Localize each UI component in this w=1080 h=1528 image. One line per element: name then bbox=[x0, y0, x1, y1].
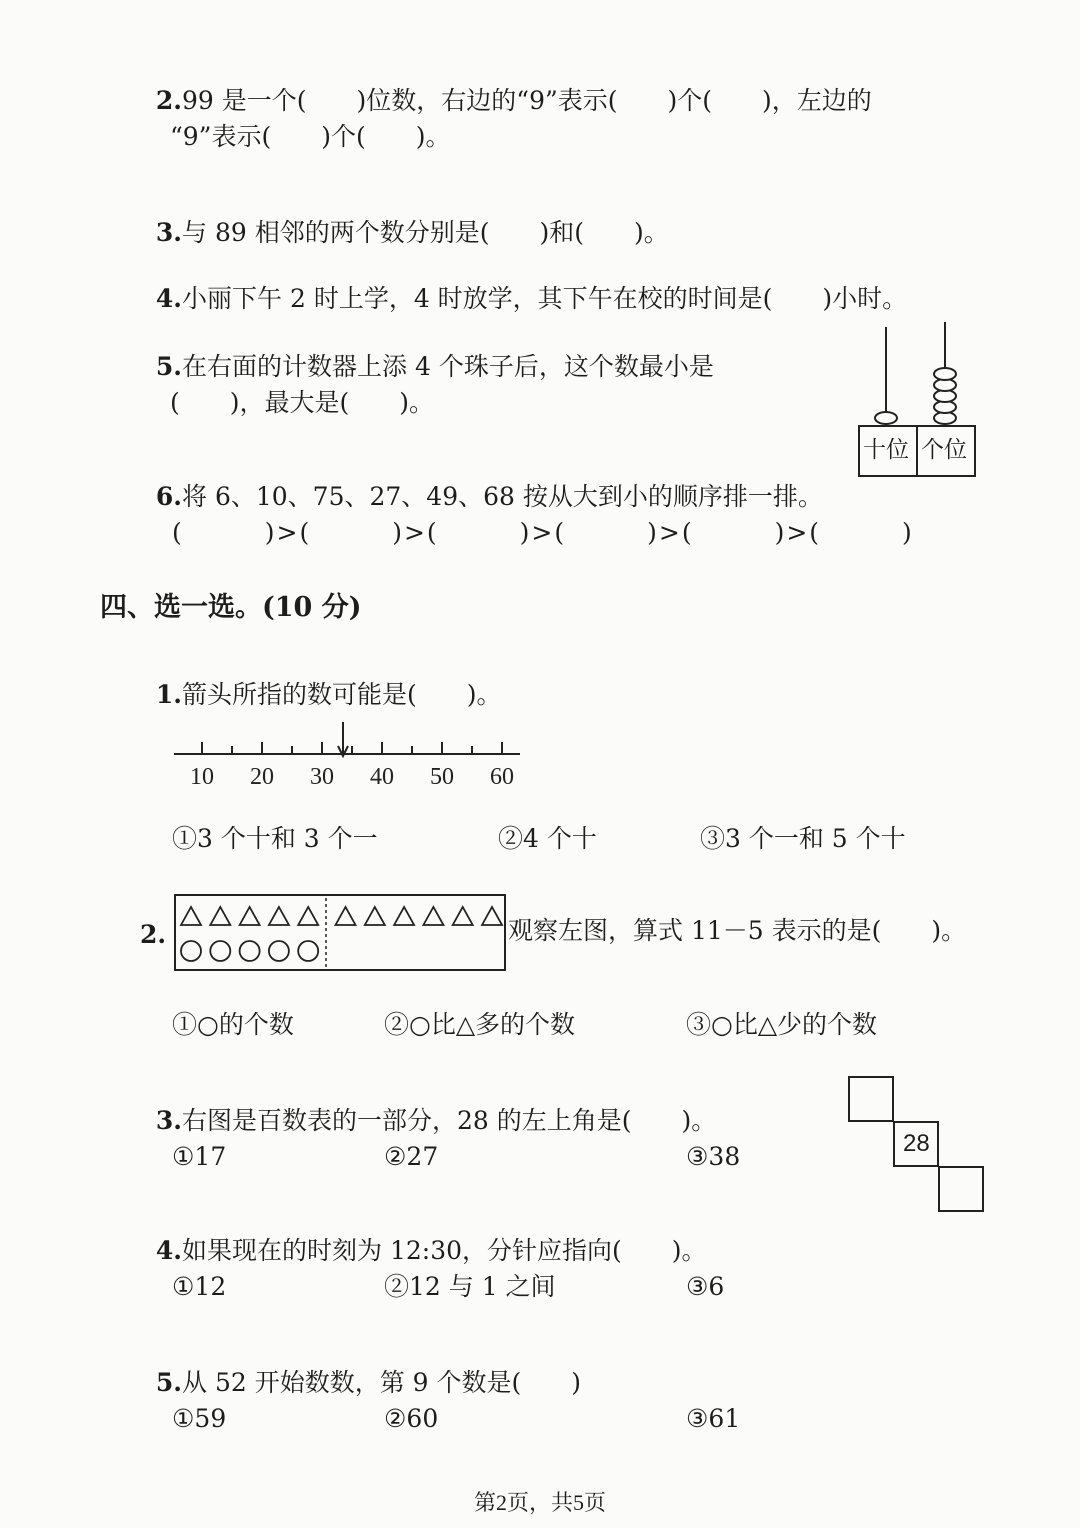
triangle-shape bbox=[298, 907, 318, 925]
q4-3-option-1: ①17 bbox=[172, 1142, 227, 1171]
triangle-shape bbox=[210, 907, 230, 925]
q-number: 3. bbox=[155, 1106, 183, 1135]
q4-4 bbox=[140, 1206, 707, 1266]
q4-5-option-2: ②60 bbox=[384, 1404, 439, 1433]
q4-5-option-3: ③61 bbox=[686, 1404, 741, 1433]
triangle-shape bbox=[336, 907, 356, 925]
circle-shape bbox=[240, 941, 260, 961]
q-number: 3. bbox=[155, 218, 183, 247]
q3-6 bbox=[140, 452, 823, 512]
q-text: 将 6、10、75、27、49、68 按从大到小的顺序排一排。 bbox=[182, 482, 823, 511]
q-text: 从 52 开始数数，第 9 个数是( ) bbox=[182, 1368, 582, 1397]
triangle-shape bbox=[453, 907, 473, 925]
tick-label: 20 bbox=[250, 764, 274, 790]
grid-cell-28-label: 28 bbox=[903, 1130, 930, 1157]
tens-bead bbox=[875, 412, 897, 424]
grid-cell-lower-right bbox=[938, 1166, 984, 1212]
q3-4 bbox=[140, 254, 907, 314]
ones-beads bbox=[934, 368, 956, 424]
tick-label: 40 bbox=[370, 764, 394, 790]
q3-2-line2: “9”表示( )个( )。 bbox=[170, 122, 451, 151]
q-number: 4. bbox=[155, 1236, 183, 1265]
q4-2-option-2: ②○比△多的个数 bbox=[384, 1010, 576, 1039]
q3-5-line2: ( )，最大是( )。 bbox=[170, 388, 435, 417]
q4-3-option-2: ②27 bbox=[384, 1142, 439, 1171]
q-number: 4. bbox=[155, 284, 183, 313]
page-footer: 第2页，共5页 bbox=[473, 1490, 606, 1515]
triangle-shape bbox=[423, 907, 443, 925]
q4-5-option-1: ①59 bbox=[172, 1404, 227, 1433]
section-four-title: 四、选一选。(10 分) bbox=[100, 592, 362, 623]
q-number: 2. bbox=[155, 86, 183, 115]
number-line bbox=[170, 718, 530, 798]
q3-2-line1 bbox=[140, 56, 872, 116]
circle-shape bbox=[298, 941, 318, 961]
q-text: 与 89 相邻的两个数分别是( )和( )。 bbox=[182, 218, 669, 247]
abacus-ones-label: 个位 bbox=[921, 437, 967, 463]
triangle-shape bbox=[482, 907, 502, 925]
circle-shape bbox=[181, 941, 201, 961]
q4-2-text: 观察左图，算式 11－5 表示的是( )。 bbox=[508, 916, 967, 945]
q-number: 5. bbox=[155, 352, 183, 381]
q-text: 99 是一个( )位数，右边的“9”表示( )个( )，左边的 bbox=[182, 86, 872, 115]
q3-6-blanks: ( )>( )>( )>( )>( )>( ) bbox=[172, 518, 914, 547]
q3-3 bbox=[140, 188, 669, 248]
tick-label: 30 bbox=[310, 764, 334, 790]
q3-5-line1 bbox=[140, 322, 714, 382]
q4-1-option-1: ①3 个十和 3 个一 bbox=[172, 824, 378, 853]
grid-cell-upper-left bbox=[848, 1076, 894, 1122]
q4-1 bbox=[140, 650, 502, 710]
q4-4-option-1: ①12 bbox=[172, 1272, 227, 1301]
triangle-shape bbox=[365, 907, 385, 925]
q-number: 1. bbox=[155, 680, 183, 709]
tens-beads bbox=[875, 412, 897, 424]
tick-label: 10 bbox=[190, 764, 214, 790]
circle-shape bbox=[210, 941, 230, 961]
q4-4-option-2: ②12 与 1 之间 bbox=[384, 1272, 556, 1301]
q-text: 在右面的计数器上添 4 个珠子后，这个数最小是 bbox=[182, 352, 714, 381]
ones-bead bbox=[934, 368, 956, 380]
q4-2-number: 2. bbox=[140, 920, 167, 949]
q4-1-option-2: ②4 个十 bbox=[498, 824, 597, 853]
abacus-tens-label: 十位 bbox=[863, 437, 909, 463]
q-text: 箭头所指的数可能是( )。 bbox=[182, 680, 502, 709]
triangle-shape bbox=[269, 907, 289, 925]
q4-2-option-3: ③○比△少的个数 bbox=[686, 1010, 878, 1039]
q4-5 bbox=[140, 1338, 581, 1398]
q-number: 6. bbox=[155, 482, 183, 511]
q4-2-option-1: ①○的个数 bbox=[172, 1010, 294, 1039]
shapes-box bbox=[174, 894, 506, 972]
q-number: 5. bbox=[155, 1368, 183, 1397]
tick-label: 50 bbox=[430, 764, 454, 790]
q-text: 如果现在的时刻为 12:30，分针应指向( )。 bbox=[182, 1236, 707, 1265]
q4-3 bbox=[140, 1076, 716, 1136]
tick-label: 60 bbox=[490, 764, 514, 790]
triangle-shape bbox=[181, 907, 201, 925]
circle-shape bbox=[269, 941, 289, 961]
triangle-shape bbox=[394, 907, 414, 925]
q4-3-option-3: ③38 bbox=[686, 1142, 741, 1171]
triangle-shape bbox=[240, 907, 260, 925]
q-text: 小丽下午 2 时上学，4 时放学，其下午在校的时间是( )小时。 bbox=[182, 284, 908, 313]
q4-4-option-3: ③6 bbox=[686, 1272, 725, 1301]
q-text: 右图是百数表的一部分，28 的左上角是( )。 bbox=[182, 1106, 717, 1135]
q4-1-option-3: ③3 个一和 5 个十 bbox=[700, 824, 906, 853]
